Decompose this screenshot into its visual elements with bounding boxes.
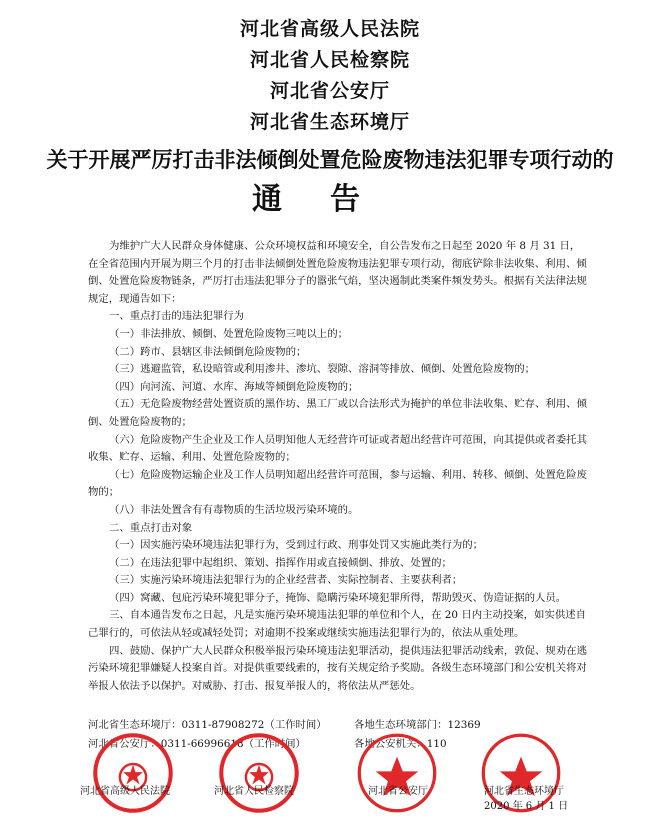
issuer-public-security: 河北省公安厅	[269, 80, 390, 102]
public-security-seal	[356, 732, 438, 814]
signature-court: 河北省高级人民法院	[80, 786, 170, 797]
body-paragraph: （四）向河流、河道、水库、海域等倾倒危险废物的；	[109, 380, 359, 393]
body-paragraph: （二）在违法犯罪中起组织、策划、指挥作用或直接倾倒、排放、处置的；	[109, 556, 452, 569]
body-paragraph: 为维护广大人民群众身体健康、公众环境权益和环境安全，自公告发布之日起至 2020 年 8 月 31 日，在全省范围内开展为期三个月的打击非法倾倒处置危险废物违法犯罪专项行动，彻底铲除非法收集、利用、倾倒、处置危险废物链条，严厉打击违法犯罪分子的嚣张气焰，坚决遏制此类案件频发势头。根据有关法律法规规定，现通告如下：	[88, 240, 587, 305]
issuer-list	[0, 14, 660, 138]
contact-ecology: 河北省生态环境厅：0311-87908272（工作时间）	[88, 719, 327, 731]
body-paragraph: （八）非法处置含有有毒物质的生活垃圾污染环境的。	[109, 503, 359, 516]
notice-subtitle: 通告	[252, 182, 408, 217]
body-paragraph: （七）危险废物运输企业及工作人员明知超出经营许可范围，参与运输、利用、转移、倾倒、处置危险废物的；	[88, 468, 587, 499]
issuer-court: 河北省高级人民法院	[239, 18, 420, 40]
contact-police: 河北省公安厅：0311-66996618（工作时间）	[88, 738, 306, 750]
notice-title: 关于开展严厉打击非法倾倒处置危险废物违法犯罪专项行动的	[46, 147, 614, 172]
body-paragraph: 一、重点打击的违法犯罪行为	[109, 310, 245, 323]
body-paragraph: （五）无危险废物经营处置资质的黑作坊、黑工厂或以合法形式为掩护的单位非法收集、贮存、利用、倾倒、处置危险废物的；	[88, 398, 587, 428]
body-paragraph: （四）窝藏、包庇污染环境犯罪分子，掩饰、隐瞒污染环境犯罪所得，帮助毁灭、伪造证据的人员。	[109, 591, 567, 604]
issuer-procuratorate: 河北省人民检察院	[249, 49, 410, 71]
body-paragraph: （一）非法排放、倾倒、处置危险废物三吨以上的；	[109, 327, 348, 340]
body-paragraph: （一）因实施污染环境违法犯罪行为，受到过行政、刑事处罚又实施此类行为的；	[109, 539, 484, 552]
contact-local-ecology: 各地生态环境部门：12369	[354, 719, 481, 731]
body-paragraph: （二）跨市、县辖区非法倾倒危险废物的；	[109, 345, 307, 358]
body-paragraph: （三）实施污染环境违法犯罪行为的企业经营者、实际控制者、主要获利者；	[109, 574, 463, 587]
signature-public-security: 河北省公安厅	[368, 786, 428, 797]
signature-date: 2020 年 6 月 1 日	[484, 801, 569, 812]
signature-ecology: 河北省生态环境厅	[484, 786, 564, 797]
court-seal	[92, 732, 174, 814]
body-paragraph: 四、鼓励、保护广大人民群众积极举报污染环境违法犯罪活动，提供违法犯罪活动线索，敦促、规劝在逃污染环境犯罪嫌疑人投案自首。对提供重要线索的，按有关规定给予奖励。各级生态环境部门和公安机关将对举报人依法予以保护。对威胁、打击、报复举报人的，将依法从严惩处。	[88, 644, 587, 692]
body-paragraph: （三）逃避监管，私设暗管或利用渗井、渗坑、裂隙、溶洞等排放、倾倒、处置危险废物的；	[109, 363, 536, 376]
body-paragraph: （六）危险废物产生企业及工作人员明知他人无经营许可证或者超出经营许可范围，向其提供或者委托其收集、贮存、运输、利用、处置危险废物的；	[88, 433, 587, 464]
body-paragraph: 三、自本通告发布之日起，凡是实施污染环境违法犯罪的单位和个人，在 20 日内主动投案，如实供述自己罪行的，可依法从轻或减轻处罚；对逾期不投案或继续实施违法犯罪行为的，依法从重处理。	[88, 609, 587, 640]
issuer-ecology: 河北省生态环境厅	[249, 111, 410, 133]
body-paragraph: 二、重点打击对象	[109, 521, 193, 534]
notice-body	[88, 238, 588, 695]
signature-procuratorate: 河北省人民检察院	[214, 786, 294, 797]
procuratorate-seal	[218, 732, 300, 814]
contact-local-police: 各地公安机关：110	[354, 738, 447, 750]
